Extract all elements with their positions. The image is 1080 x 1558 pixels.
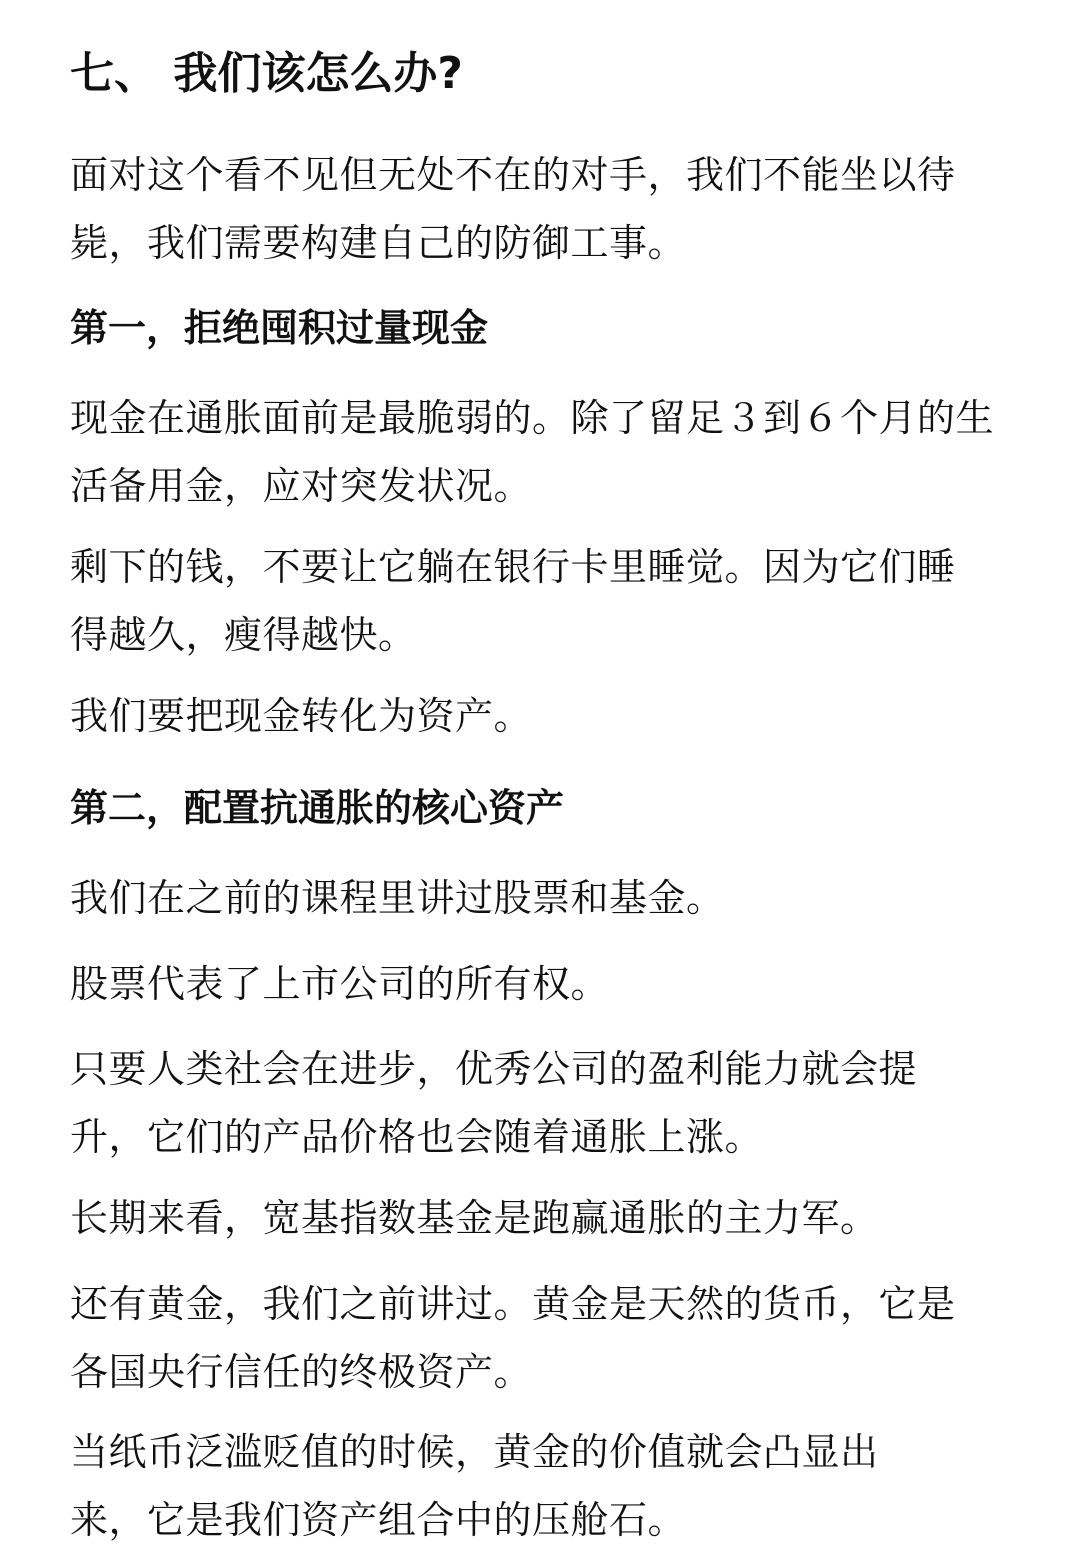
section2-paragraph-6: 当纸币泛滥贬值的时候，黄金的价值就会凸显出来，它是我们资产组合中的压舱石。 <box>70 1430 879 1542</box>
section2-paragraph-5: 还有黄金，我们之前讲过。黄金是天然的货币，它是各国央行信任的终极资产。 <box>70 1282 956 1394</box>
section2-paragraph-2: 股票代表了上市公司的所有权。 <box>70 962 610 1006</box>
section1-heading: 第一，拒绝囤积过量现金 <box>70 306 489 350</box>
intro-paragraph: 面对这个看不见但无处不在的对手，我们不能坐以待毙，我们需要构建自己的防御工事。 <box>70 153 956 265</box>
section1-paragraph-2: 剩下的钱，不要让它躺在银行卡里睡觉。因为它们睡得越久，瘦得越快。 <box>70 545 956 657</box>
section-title: 七、 我们该怎么办? <box>70 48 463 99</box>
section2-paragraph-1: 我们在之前的课程里讲过股票和基金。 <box>70 876 725 920</box>
section2-paragraph-4: 长期来看，宽基指数基金是跑赢通胀的主力军。 <box>70 1196 879 1240</box>
section2-paragraph-3: 只要人类社会在进步，优秀公司的盈利能力就会提升，它们的产品价格也会随着通胀上涨。 <box>70 1047 918 1159</box>
section2-heading: 第二，配置抗通胀的核心资产 <box>70 786 565 830</box>
section1-paragraph-3: 我们要把现金转化为资产。 <box>70 694 533 738</box>
section1-paragraph-1: 现金在通胀面前是最脆弱的。除了留足３到６个月的生活备用金，应对突发状况。 <box>70 396 995 508</box>
